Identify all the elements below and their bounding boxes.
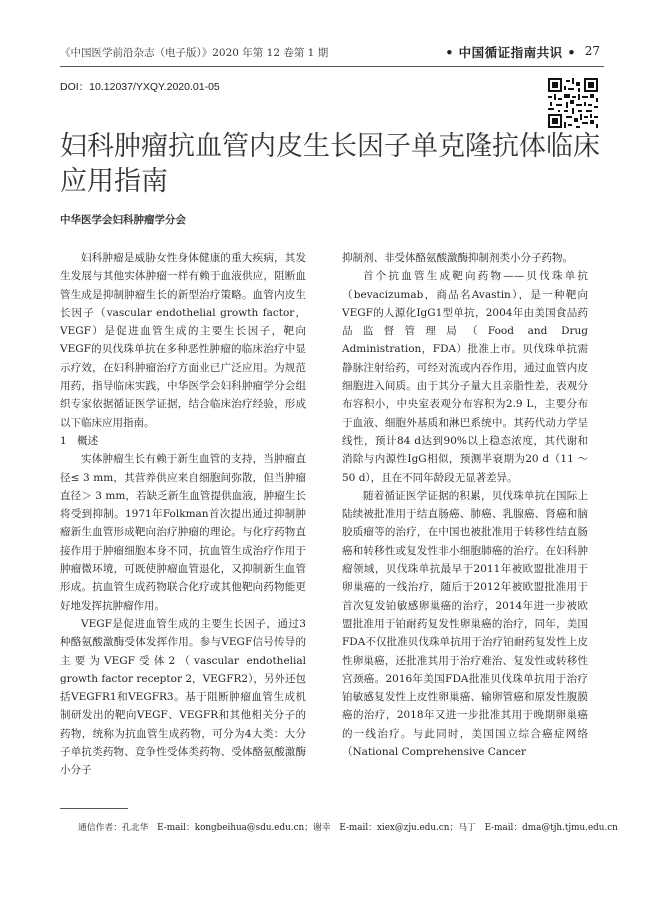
- footnote-rule: [60, 808, 128, 809]
- author-affiliation: 中华医学会妇科肿瘤学分会: [60, 214, 186, 226]
- doi[interactable]: DOI：10.12037/YXQY.2020.01-05: [60, 81, 220, 93]
- body-paragraph: VEGF是促进血管生成的主要生长因子，通过3种酪氨酸激酶受体发挥作用。参与VEGF信号传导的主要为VEGF受体2（vascular endothelial growth factor receptor 2，VEGFR2），另外还包括VEGFR1和VEGFR3。基于阻断肿瘤血管生成机制研发出的靶向VEGF、VEGFR和其他相关分子的药物，统称为抗血管生成药物，可分为4大类：大分子单抗类药物、竞争性受体类药物、受体酪氨酸激酶小分子: [60, 617, 306, 777]
- section-tag: • 中国循证指南共识 •: [445, 45, 576, 60]
- right-column: [342, 249, 588, 761]
- body-paragraph: 实体肿瘤生长有赖于新生血管的支持，当肿瘤直径≤ 3 mm，其营养供应来自细胞间弥散，但当肿瘤直径＞ 3 mm，若缺乏新生血管提供血液，肿瘤生长将受到抑制。1971年Folkman首次提出通过抑制肿瘤新生血管形成靶向治疗肿瘤的理论。与化疗药物直接作用于肿瘤细胞本身不同，抗血管生成治疗作用于肿瘤微环境，可既使肿瘤血管退化，又抑制新生血管形成。抗血管生成药物联合化疗或其他靶向药物能更好地发挥抗肿瘤作用。: [60, 453, 306, 612]
- qr-code-icon[interactable]: [548, 78, 598, 128]
- left-column: [60, 249, 306, 780]
- article-title: 妇科肿瘤抗血管内皮生长因子单克隆抗体临床应用指南: [60, 131, 600, 197]
- section-heading-overview: 1 概述: [60, 434, 99, 447]
- body-paragraph: 随着循证医学证据的积累，贝伐珠单抗在国际上陆续被批准用于结直肠癌、肺癌、乳腺癌、肾癌和脑胶质瘤等的治疗，在中国也被批准用于转移性结直肠癌和转移性或复发性非小细胞肺癌的治疗。在妇科肿瘤领域，贝伐珠单抗最早于2011年被欧盟批准用于卵巢癌的一线治疗，随后于2012年被欧盟批准用于首次复发铂敏感卵巢癌的治疗，2014年进一步被欧盟批准用于铂耐药复发性卵巢癌的治疗，同年，美国FDA不仅批准贝伐珠单抗用于治疗铂耐药复发性上皮性卵巢癌，还批准其用于治疗难治、复发性或转移性宫颈癌。2016年美国FDA批准贝伐珠单抗用于治疗铂敏感复发性上皮性卵巢癌、输卵管癌和原发性腹膜癌的治疗，2018年又进一步批准其用于晚期卵巢癌的一线治疗。与此同时，美国国立综合癌症网络（National Comprehensive Cancer: [342, 489, 588, 759]
- continued-paragraph: 抑制剂、非受体酪氨酸激酶抑制剂类小分子药物。: [342, 252, 573, 264]
- body-paragraph: 首个抗血管生成靶向药物——贝伐珠单抗（bevacizumab，商品名Avastin），是一种靶向VEGF的人源化IgG1型单抗，2004年由美国食品药品监督管理局（Food and Drug Administration，FDA）批准上市。贝伐珠单抗需静脉注射给药，可经对流或内吞作用，通过血管内皮细胞进入间质。由于其分子量大且亲脂性差，表观分布容积小，中央室表观分布容积为2.9 L，主要分布于血液、细胞外基质和淋巴系统中。其药代动力学呈线性，预计84 d达到90%以上稳态浓度，其代谢和消除与内源性IgG相似，预测半衰期为20 d（11 ～ 50 d），且在不同年龄段无显著差异。: [342, 270, 588, 484]
- journal-running-head: 《中国医学前沿杂志（电子版）》2020 年第 12 卷第 1 期: [60, 47, 329, 59]
- correspondence-footnote: 通信作者：孔北华 E-mail：kongbeihua@sdu.edu.cn；谢幸 E-mail：xiex@zju.edu.cn；马丁 E-mail：dma@tjh.tjmu.edu.cn: [78, 823, 618, 833]
- page-number: 27: [584, 44, 600, 58]
- header-rule: [60, 66, 604, 67]
- intro-paragraph: 妇科肿瘤是威胁女性身体健康的重大疾病，其发生发展与其他实体肿瘤一样有赖于血液供应，阻断血管生成是抑制肿瘤生长的新型治疗策略。血管内皮生长因子（vascular endothelial growth factor，VEGF）是促进血管生成的主要生长因子，靶向VEGF的贝伐珠单抗在多种恶性肿瘤的临床治疗中显示疗效，在妇科肿瘤治疗方面业已广泛应用。为规范用药，指导临床实践，中华医学会妇科肿瘤学分会组织专家依据循证医学证据，结合临床治疗经验，形成以下临床应用指南。: [60, 252, 306, 429]
